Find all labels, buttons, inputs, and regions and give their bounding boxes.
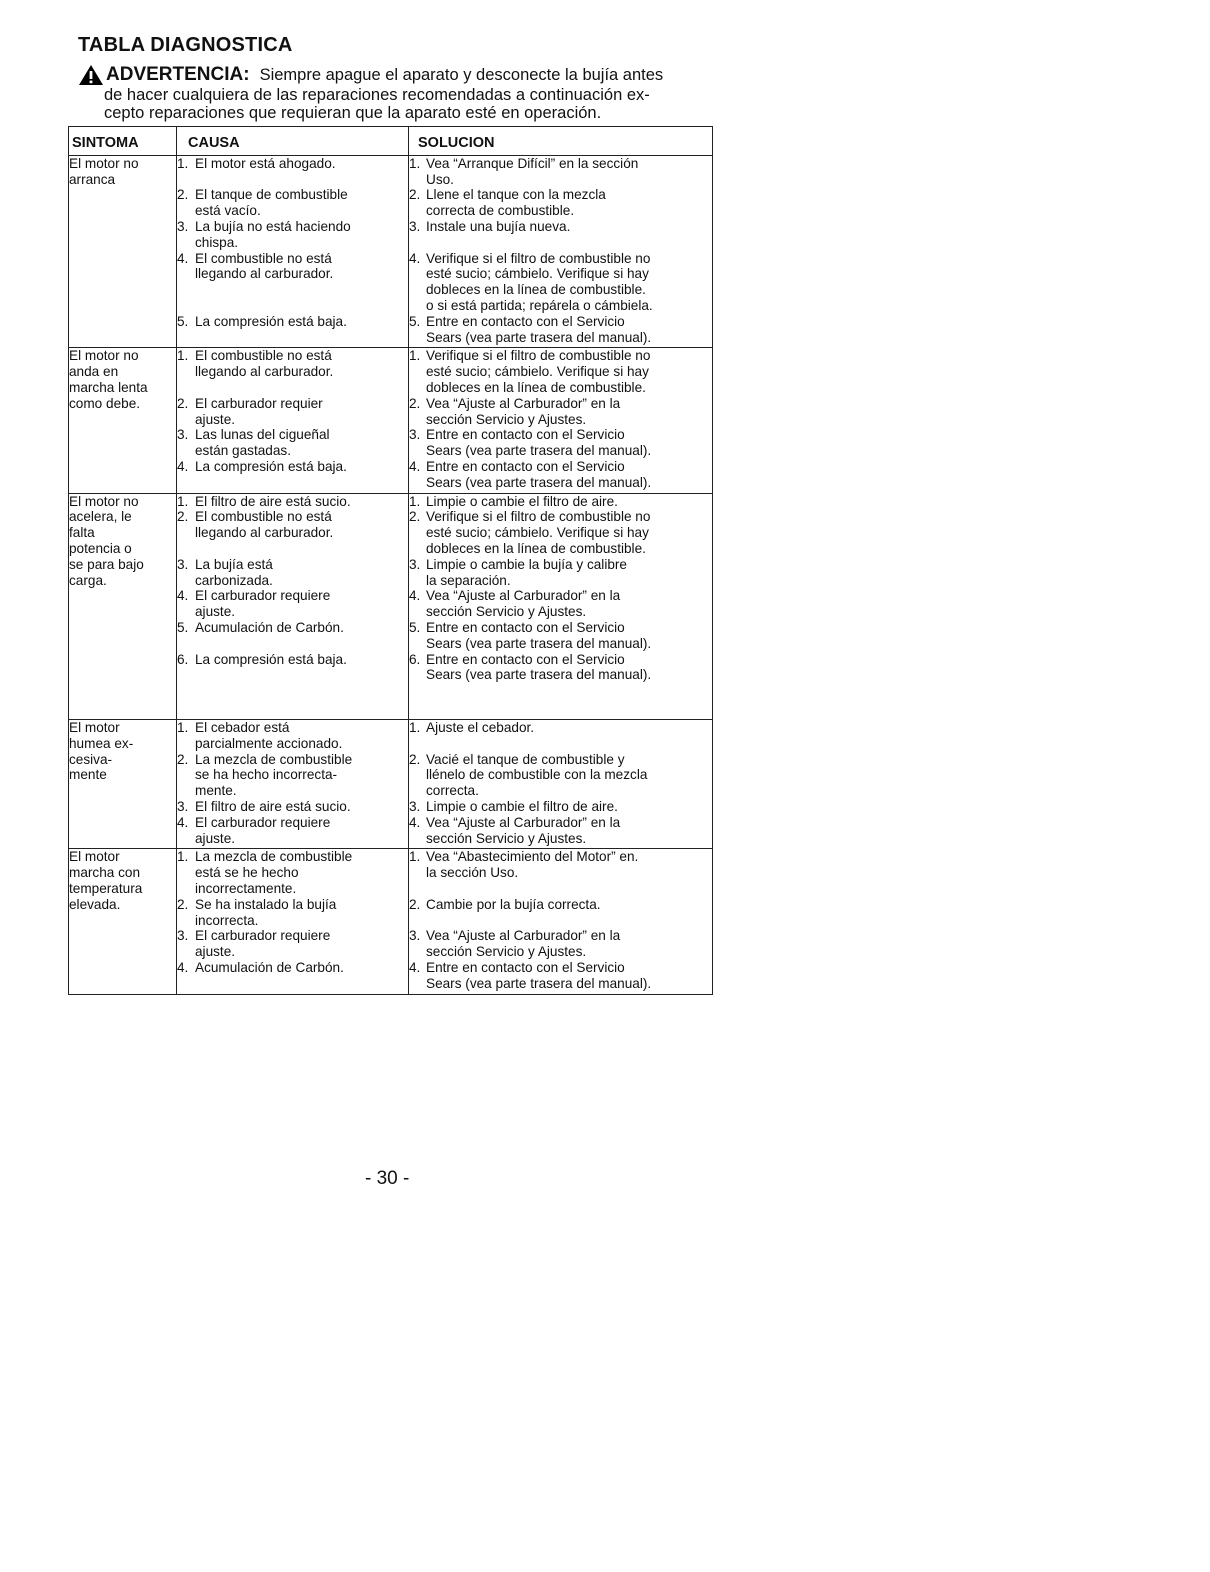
item-text-line: El combustible no está [195,348,332,364]
item-text-line: El combustible no está [195,250,332,266]
solution-cell [409,493,713,720]
symptom-line: El motor no [69,493,139,509]
item-number: 4. [177,458,189,474]
solution-item [409,251,712,314]
item-text-line: Vea “Abastecimiento del Motor” en. [426,849,639,865]
item-text [426,652,712,684]
item-text-line: La bujía no está haciendo [195,218,351,234]
item-text-line: sección Servicio y Ajustes. [426,944,587,960]
symptom-line: cesiva- [69,751,113,767]
item-text-line: Vacié el tanque de combustible y [426,751,625,767]
item-number: 3. [409,427,421,443]
item-number: 4. [177,588,189,604]
item-text-line: Vea “Arranque Difícil” en la sección [426,155,639,171]
item-number: 2. [177,509,189,525]
item-text-line: parcialmente accionado. [195,735,343,751]
solution-item [409,752,712,799]
item-text [426,752,712,799]
item-number: 3. [409,556,421,572]
table-row [69,155,713,348]
symptom-line: marcha con [69,865,141,881]
item-number: 4. [177,250,189,266]
item-text [195,588,408,620]
item-text-line: se ha hecho incorrecta- [195,767,338,783]
symptom-line: marcha lenta [69,379,148,395]
item-text [195,897,408,929]
diagnostic-table [68,126,713,995]
item-text [195,928,408,960]
item-text-line: llegando al carburador. [195,525,334,541]
item-text [195,509,408,541]
item-text-line: mente. [195,783,237,799]
cause-item [177,557,408,589]
solution-item [409,494,712,510]
item-text-line: Sears (vea parte trasera del manual). [426,667,652,683]
item-text [426,815,712,847]
solution-item [409,960,712,992]
item-text-line: La compresión está baja. [195,313,347,329]
table-row [69,493,713,720]
cause-item [177,427,408,459]
item-text-line: esté sucio; cámbielo. Verifique si hay [426,266,649,282]
warning-text-line: de hacer cualquiera de las reparaciones recomendadas a continuación ex- [104,86,650,104]
item-number: 4. [409,588,421,604]
cause-cell [177,493,409,720]
item-text-line: Entre en contacto con el Servicio [426,427,625,443]
solution-item [409,799,712,815]
symptom-cell [69,720,177,849]
item-text-line: El carburador requiere [195,928,331,944]
symptom-cell [69,348,177,493]
item-number: 2. [409,395,421,411]
solution-item [409,897,712,913]
item-text [195,494,408,510]
item-number: 1. [409,720,421,736]
warning-heading: ADVERTENCIA: [106,64,250,85]
item-text-line: ajuste. [195,944,236,960]
item-text-line: Vea “Ajuste al Carburador” en la [426,814,621,830]
solution-item [409,509,712,556]
item-number: 1. [409,348,421,364]
item-text-line: ajuste. [195,604,236,620]
item-text-line: Limpie o cambie la bujía y calibre [426,556,627,572]
item-text-line: dobleces en la línea de combustible. [426,379,646,395]
solution-item [409,459,712,491]
item-text [426,960,712,992]
item-text-line: Llene el tanque con la mezcla [426,187,606,203]
item-text-line: Entre en contacto con el Servicio [426,313,625,329]
item-text-line: El combustible no está [195,509,332,525]
cause-cell [177,849,409,994]
cause-item [177,459,408,475]
symptom-cell [69,849,177,994]
item-text [195,219,408,251]
solution-item [409,427,712,459]
item-number: 6. [409,651,421,667]
cause-cell [177,348,409,493]
item-text [195,251,408,283]
item-text-line: El carburador requier [195,395,323,411]
item-number: 2. [409,751,421,767]
item-text [426,849,712,881]
symptom-line: elevada. [69,896,121,912]
item-text [195,652,408,668]
item-number: 1. [409,493,421,509]
item-text-line: Verifique si el filtro de combustible no [426,348,651,364]
table-row [69,348,713,493]
item-text-line: Entre en contacto con el Servicio [426,619,625,635]
item-text [195,799,408,815]
item-number: 3. [177,799,189,815]
item-text [195,156,408,172]
item-text [426,396,712,428]
item-text [426,251,712,314]
cause-item [177,494,408,510]
item-number: 4. [409,814,421,830]
item-text-line: la sección Uso. [426,865,519,881]
table-row [69,849,713,994]
item-text [426,509,712,556]
solution-item [409,396,712,428]
solution-item [409,652,712,684]
item-number: 3. [177,928,189,944]
item-number: 5. [177,619,189,635]
item-number: 2. [409,896,421,912]
item-text [426,557,712,589]
item-text [426,494,712,510]
item-text-line: Ajuste el cebador. [426,720,535,736]
item-text-line: La mezcla de combustible [195,849,353,865]
item-text [426,620,712,652]
item-text-line: llegando al carburador. [195,364,334,380]
symptom-line: humea ex- [69,735,134,751]
symptom-line: anda en [69,364,119,380]
solution-item [409,557,712,589]
cause-item [177,396,408,428]
item-number: 5. [409,619,421,635]
item-number: 2. [409,509,421,525]
cause-item [177,897,408,929]
item-number: 4. [409,250,421,266]
item-number: 3. [177,218,189,234]
item-text [195,459,408,475]
solution-item [409,928,712,960]
item-text-line: La bujía está [195,556,273,572]
item-text-line: está vacío. [195,203,261,219]
item-text [426,799,712,815]
item-text-line: Sears (vea parte trasera del manual). [426,443,652,459]
item-text-line: chispa. [195,234,239,250]
item-text [426,928,712,960]
solution-cell [409,849,713,994]
symptom-line: El motor [69,720,120,736]
table-body [69,155,713,994]
cause-cell [177,155,409,348]
item-text-line: Vea “Ajuste al Carburador” en la [426,395,621,411]
item-text-line: sección Servicio y Ajustes. [426,830,587,846]
item-text-line: El tanque de combustible [195,187,348,203]
item-text-line: Entre en contacto con el Servicio [426,960,625,976]
solution-item [409,588,712,620]
item-text-line: está se he hecho [195,865,299,881]
item-number: 1. [177,849,189,865]
item-text-line: la separación. [426,572,511,588]
item-number: 5. [409,313,421,329]
item-text-line: Acumulación de Carbón. [195,960,344,976]
item-text-line: esté sucio; cámbielo. Verifique si hay [426,525,649,541]
item-text-line: Vea “Ajuste al Carburador” en la [426,588,621,604]
item-text-line: El cebador está [195,720,290,736]
symptom-line: arranca [69,171,116,187]
item-text-line: Entre en contacto con el Servicio [426,651,625,667]
item-text [195,396,408,428]
item-number: 3. [177,427,189,443]
item-text-line: Instale una bujía nueva. [426,218,571,234]
solution-cell [409,720,713,849]
item-number: 4. [409,960,421,976]
item-text-line: correcta de combustible. [426,203,575,219]
table-header-row [69,127,713,156]
item-text-line: El motor está ahogado. [195,155,336,171]
item-text-line: esté sucio; cámbielo. Verifique si hay [426,364,649,380]
item-text-line: Acumulación de Carbón. [195,619,344,635]
item-text-line: sección Servicio y Ajustes. [426,604,587,620]
item-text-line: La compresión está baja. [195,651,347,667]
symptom-line: El motor [69,849,120,865]
item-text-line: llegando al carburador. [195,266,334,282]
item-text-line: La compresión está baja. [195,458,347,474]
cause-item [177,509,408,541]
item-text-line: dobleces en la línea de combustible. [426,282,646,298]
solution-item [409,348,712,395]
item-text [426,219,712,235]
item-number: 6. [177,651,189,667]
item-text [195,960,408,976]
header-cause: CAUSA [177,127,409,156]
cause-item [177,187,408,219]
item-text [195,187,408,219]
item-text-line: Sears (vea parte trasera del manual). [426,474,652,490]
item-text [426,427,712,459]
item-text-line: Limpie o cambie el filtro de aire. [426,799,618,815]
warning-triangle-icon [78,64,104,86]
item-text-line: sección Servicio y Ajustes. [426,411,587,427]
item-text-line: Sears (vea parte trasera del manual). [426,975,652,991]
symptom-cell [69,155,177,348]
item-number: 2. [177,395,189,411]
item-number: 2. [177,187,189,203]
cause-item [177,156,408,172]
cause-item [177,960,408,976]
item-text-line: están gastadas. [195,443,291,459]
cause-item [177,720,408,752]
item-text-line: Verifique si el filtro de combustible no [426,509,651,525]
item-text-line: Uso. [426,171,454,187]
table-row [69,720,713,849]
item-number: 1. [409,849,421,865]
item-number: 3. [409,928,421,944]
item-number: 2. [177,751,189,767]
cause-item [177,588,408,620]
cause-item [177,348,408,380]
item-number: 2. [409,187,421,203]
item-text-line: llénelo de combustible con la mezcla [426,767,648,783]
item-text [426,720,712,736]
item-text-line: Las lunas del cigueñal [195,427,330,443]
item-text-line: Se ha instalado la bujía [195,896,337,912]
header-symptom: SINTOMA [69,127,177,156]
symptom-cell [69,493,177,720]
warning-first-line [78,64,718,86]
cause-item [177,219,408,251]
solution-item [409,815,712,847]
item-text [195,314,408,330]
symptom-line: carga. [69,572,107,588]
item-number: 5. [177,313,189,329]
symptom-line: El motor no [69,348,139,364]
item-text-line: El filtro de aire está sucio. [195,799,351,815]
item-number: 4. [177,960,189,976]
cause-item [177,620,408,636]
item-number: 3. [409,799,421,815]
item-text-line: Sears (vea parte trasera del manual). [426,329,652,345]
item-text-line: La mezcla de combustible [195,751,353,767]
header-solution: SOLUCION [409,127,713,156]
item-text [426,588,712,620]
symptom-line: mente [69,767,107,783]
item-text [195,620,408,636]
item-text-line: El filtro de aire está sucio. [195,493,351,509]
item-text-line: Entre en contacto con el Servicio [426,458,625,474]
item-text-line: correcta. [426,783,479,799]
item-text [426,897,712,913]
solution-cell [409,155,713,348]
symptom-line: falta [69,525,95,541]
symptom-line: como debe. [69,395,141,411]
item-number: 1. [409,155,421,171]
item-text-line: incorrectamente. [195,881,297,897]
solution-item [409,849,712,881]
symptom-line: se para bajo [69,556,144,572]
item-text-line: Sears (vea parte trasera del manual). [426,635,652,651]
item-number: 1. [177,720,189,736]
solution-item [409,314,712,346]
item-number: 3. [409,218,421,234]
symptom-line: potencia o [69,540,132,556]
item-text-line: ajuste. [195,830,236,846]
solution-item [409,219,712,235]
solution-item [409,187,712,219]
item-text [426,187,712,219]
item-text [195,720,408,752]
cause-item [177,752,408,799]
symptom-line: temperatura [69,881,143,897]
item-text-line: El carburador requiere [195,588,331,604]
item-text-line: Vea “Ajuste al Carburador” en la [426,928,621,944]
item-text-line: carbonizada. [195,572,273,588]
item-number: 3. [177,556,189,572]
symptom-line: El motor no [69,155,139,171]
page-number: - 30 - [365,1168,410,1189]
item-text-line: o si está partida; repárela o cámbiela. [426,297,653,313]
cause-item [177,799,408,815]
item-text [195,557,408,589]
item-text-line: Limpie o cambie el filtro de aire. [426,493,618,509]
item-text [195,815,408,847]
cause-cell [177,720,409,849]
cause-item [177,815,408,847]
cause-item [177,314,408,330]
item-text [195,752,408,799]
item-text-line: ajuste. [195,411,236,427]
cause-item [177,251,408,283]
item-number: 1. [177,155,189,171]
warning-notice [78,64,718,122]
solution-item [409,720,712,736]
item-number: 1. [177,493,189,509]
solution-item [409,156,712,188]
item-text-line: El carburador requiere [195,814,331,830]
symptom-line: acelera, le [69,509,132,525]
item-text [426,314,712,346]
item-text-line: Cambie por la bujía correcta. [426,896,601,912]
item-number: 1. [177,348,189,364]
item-number: 4. [177,814,189,830]
item-text-line: dobleces en la línea de combustible. [426,540,646,556]
item-number: 4. [409,458,421,474]
cause-item [177,928,408,960]
item-text [426,459,712,491]
warning-text-first: Siempre apague el aparato y desconecte la bujía antes [259,66,664,84]
page-title: TABLA DIAGNOSTICA [78,34,293,56]
solution-cell [409,348,713,493]
item-text [195,348,408,380]
item-number: 2. [177,896,189,912]
item-text [426,156,712,188]
item-text-line: incorrecta. [195,912,259,928]
item-text [195,427,408,459]
item-text [195,849,408,896]
item-text-line: Verifique si el filtro de combustible no [426,250,651,266]
cause-item [177,652,408,668]
cause-item [177,849,408,896]
solution-item [409,620,712,652]
warning-text-line: cepto reparaciones que requieran que la aparato esté en operación. [104,104,602,122]
item-text [426,348,712,395]
